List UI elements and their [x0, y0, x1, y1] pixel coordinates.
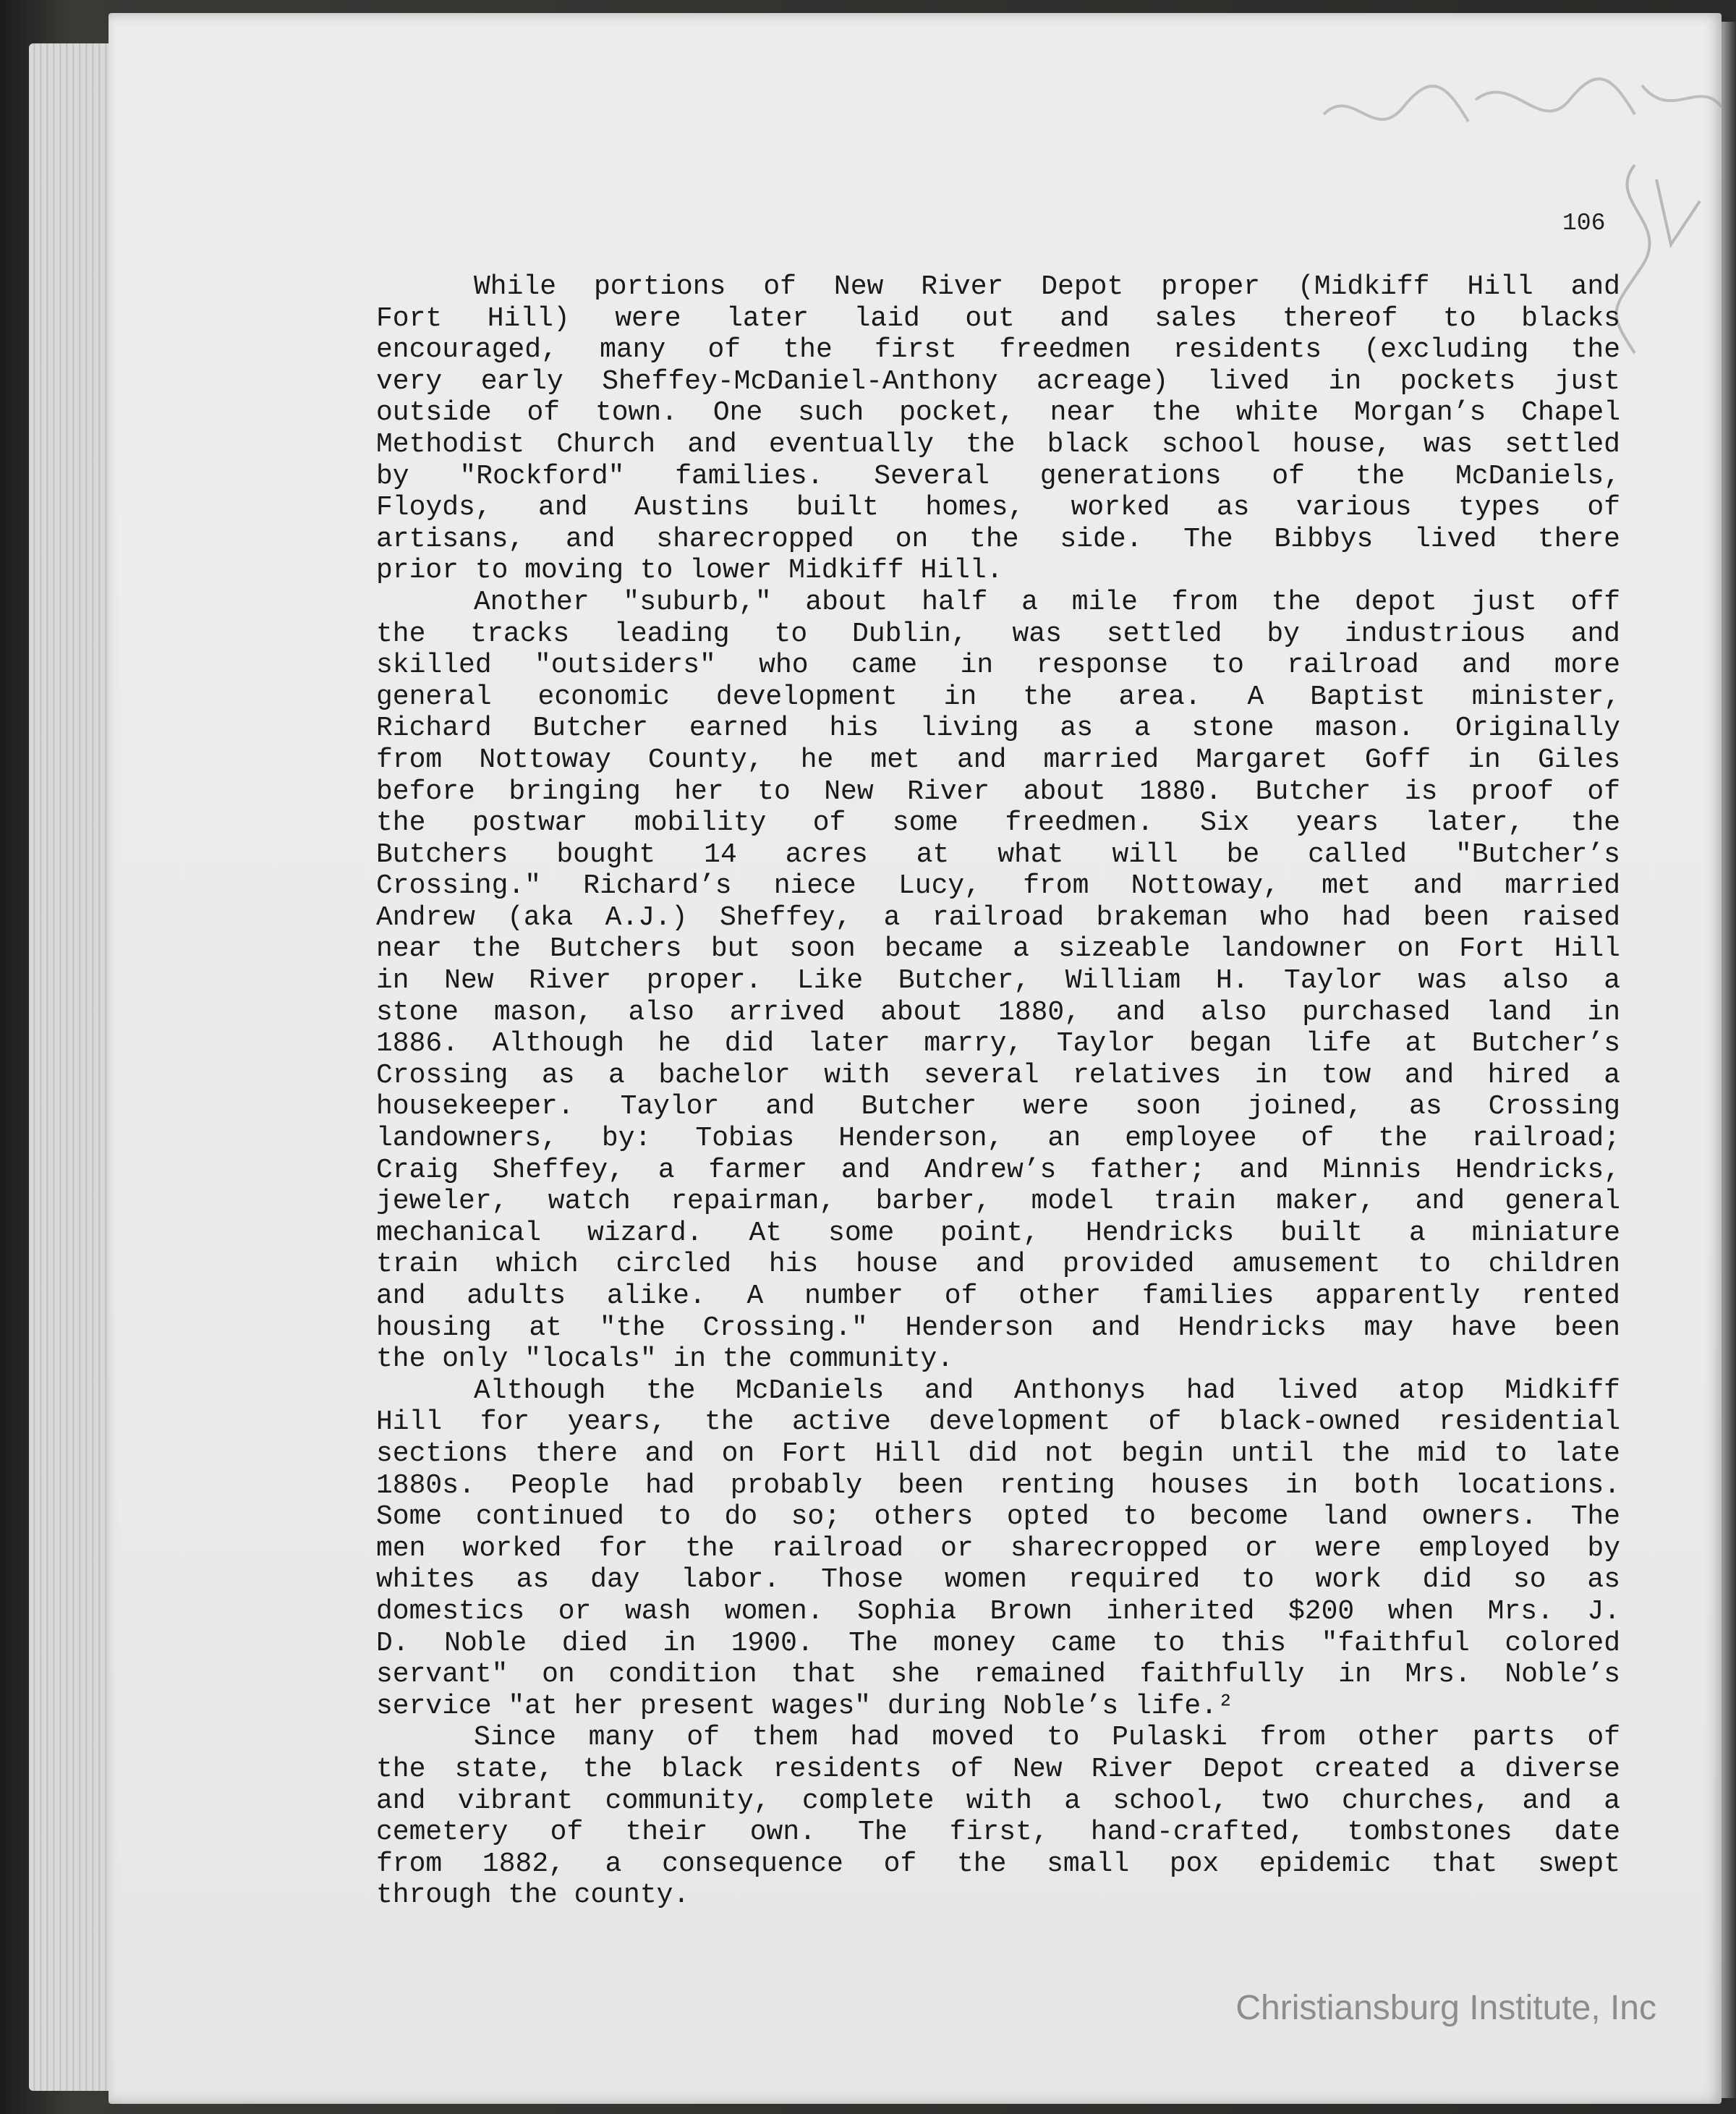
text-line: by "Rockford" families. Several generations of the McDaniels,	[376, 460, 1620, 492]
watermark: Christiansburg Institute, Inc	[1235, 1989, 1656, 2027]
text-line: the tracks leading to Dublin, was settled by industrious and	[376, 618, 1620, 650]
text-line: housing at "the Crossing." Henderson and Hendricks may have been	[376, 1312, 1620, 1343]
text-line: artisans, and sharecropped on the side. The Bibbys lived there	[376, 523, 1620, 555]
text-line: servant" on condition that she remained faithfully in Mrs. Noble’s	[376, 1659, 1620, 1691]
text-line: Craig Sheffey, a farmer and Andrew’s father; and Minnis Hendricks,	[376, 1154, 1620, 1186]
text-line: the only "locals" in the community.	[376, 1343, 954, 1375]
text-line: Some continued to do so; others opted to become land owners. The	[376, 1501, 1620, 1533]
text-line: Hill for years, the active development of black-owned residential	[376, 1406, 1620, 1438]
text-line: Floyds, and Austins built homes, worked as various types of	[376, 492, 1620, 524]
text-line: Although the McDaniels and Anthonys had lived atop Midkiff	[474, 1375, 1620, 1406]
text-line: Fort Hill) were later laid out and sales thereof to blacks	[376, 302, 1620, 334]
text-line: from Nottoway County, he met and married Margaret Goff in Giles	[376, 744, 1620, 776]
text-line: whites as day labor. Those women required to work did so as	[376, 1564, 1620, 1596]
text-line: from 1882, a consequence of the small pox epidemic that swept	[376, 1848, 1620, 1880]
text-line: before bringing her to New River about 1880. Butcher is proof of	[376, 776, 1620, 807]
text-line: While portions of New River Depot proper (Midkiff Hill and	[474, 271, 1620, 302]
text-line: men worked for the railroad or sharecropped or were employed by	[376, 1532, 1620, 1564]
text-line: skilled "outsiders" who came in response to railroad and more	[376, 650, 1620, 682]
text-line: housekeeper. Taylor and Butcher were soon joined, as Crossing	[376, 1091, 1620, 1123]
text-line: stone mason, also arrived about 1880, and also purchased land in	[376, 996, 1620, 1028]
text-line: 1880s. People had probably been renting houses in both locations.	[376, 1469, 1620, 1501]
text-line: encouraged, many of the first freedmen residents (excluding the	[376, 334, 1620, 366]
text-line: landowners, by: Tobias Henderson, an employee of the railroad;	[376, 1123, 1620, 1155]
text-line: prior to moving to lower Midkiff Hill.	[376, 555, 1003, 587]
text-line: Andrew (aka A.J.) Sheffey, a railroad brakeman who had been raised	[376, 901, 1620, 933]
text-line: Since many of them had moved to Pulaski from other parts of	[474, 1722, 1620, 1754]
text-line: Crossing." Richard’s niece Lucy, from Nottoway, met and married	[376, 870, 1620, 902]
text-line: and adults alike. A number of other families apparently rented	[376, 1281, 1620, 1312]
text-line: the postwar mobility of some freedmen. Six years later, the	[376, 807, 1620, 839]
text-line: and vibrant community, complete with a school, two churches, and a	[376, 1785, 1620, 1817]
text-line: near the Butchers but soon became a sizeable landowner on Fort Hill	[376, 933, 1620, 965]
text-line: D. Noble died in 1900. The money came to this "faithful colored	[376, 1627, 1620, 1659]
text-line: mechanical wizard. At some point, Hendricks built a miniature	[376, 1217, 1620, 1249]
text-line: train which circled his house and provided amusement to children	[376, 1249, 1620, 1281]
text-line: through the county.	[376, 1880, 690, 1911]
text-line: Methodist Church and eventually the black school house, was settled	[376, 428, 1620, 460]
text-line: service "at her present wages" during Noble’s life.²	[376, 1690, 1234, 1722]
text-line: very early Sheffey-McDaniel-Anthony acreage) lived in pockets just	[376, 365, 1620, 397]
text-line: Richard Butcher earned his living as a stone mason. Originally	[376, 713, 1620, 744]
text-line: 1886. Although he did later marry, Taylor began life at Butcher’s	[376, 1028, 1620, 1060]
text-line: Another "suburb," about half a mile from the depot just off	[474, 586, 1620, 618]
text-line: in New River proper. Like Butcher, William H. Taylor was also a	[376, 965, 1620, 997]
text-line: sections there and on Fort Hill did not begin until the mid to late	[376, 1438, 1620, 1469]
text-line: Crossing as a bachelor with several relatives in tow and hired a	[376, 1059, 1620, 1091]
page-number: 106	[1562, 210, 1606, 237]
text-line: general economic development in the area. A Baptist minister,	[376, 681, 1620, 713]
text-line: outside of town. One such pocket, near the white Morgan’s Chapel	[376, 397, 1620, 429]
body-text	[376, 271, 1620, 1911]
text-line: Butchers bought 14 acres at what will be called "Butcher’s	[376, 839, 1620, 870]
text-line: domestics or wash women. Sophia Brown inherited $200 when Mrs. J.	[376, 1595, 1620, 1627]
text-line: jeweler, watch repairman, barber, model train maker, and general	[376, 1186, 1620, 1218]
text-line: the state, the black residents of New River Depot created a diverse	[376, 1753, 1620, 1785]
text-line: cemetery of their own. The first, hand-crafted, tombstones date	[376, 1817, 1620, 1848]
